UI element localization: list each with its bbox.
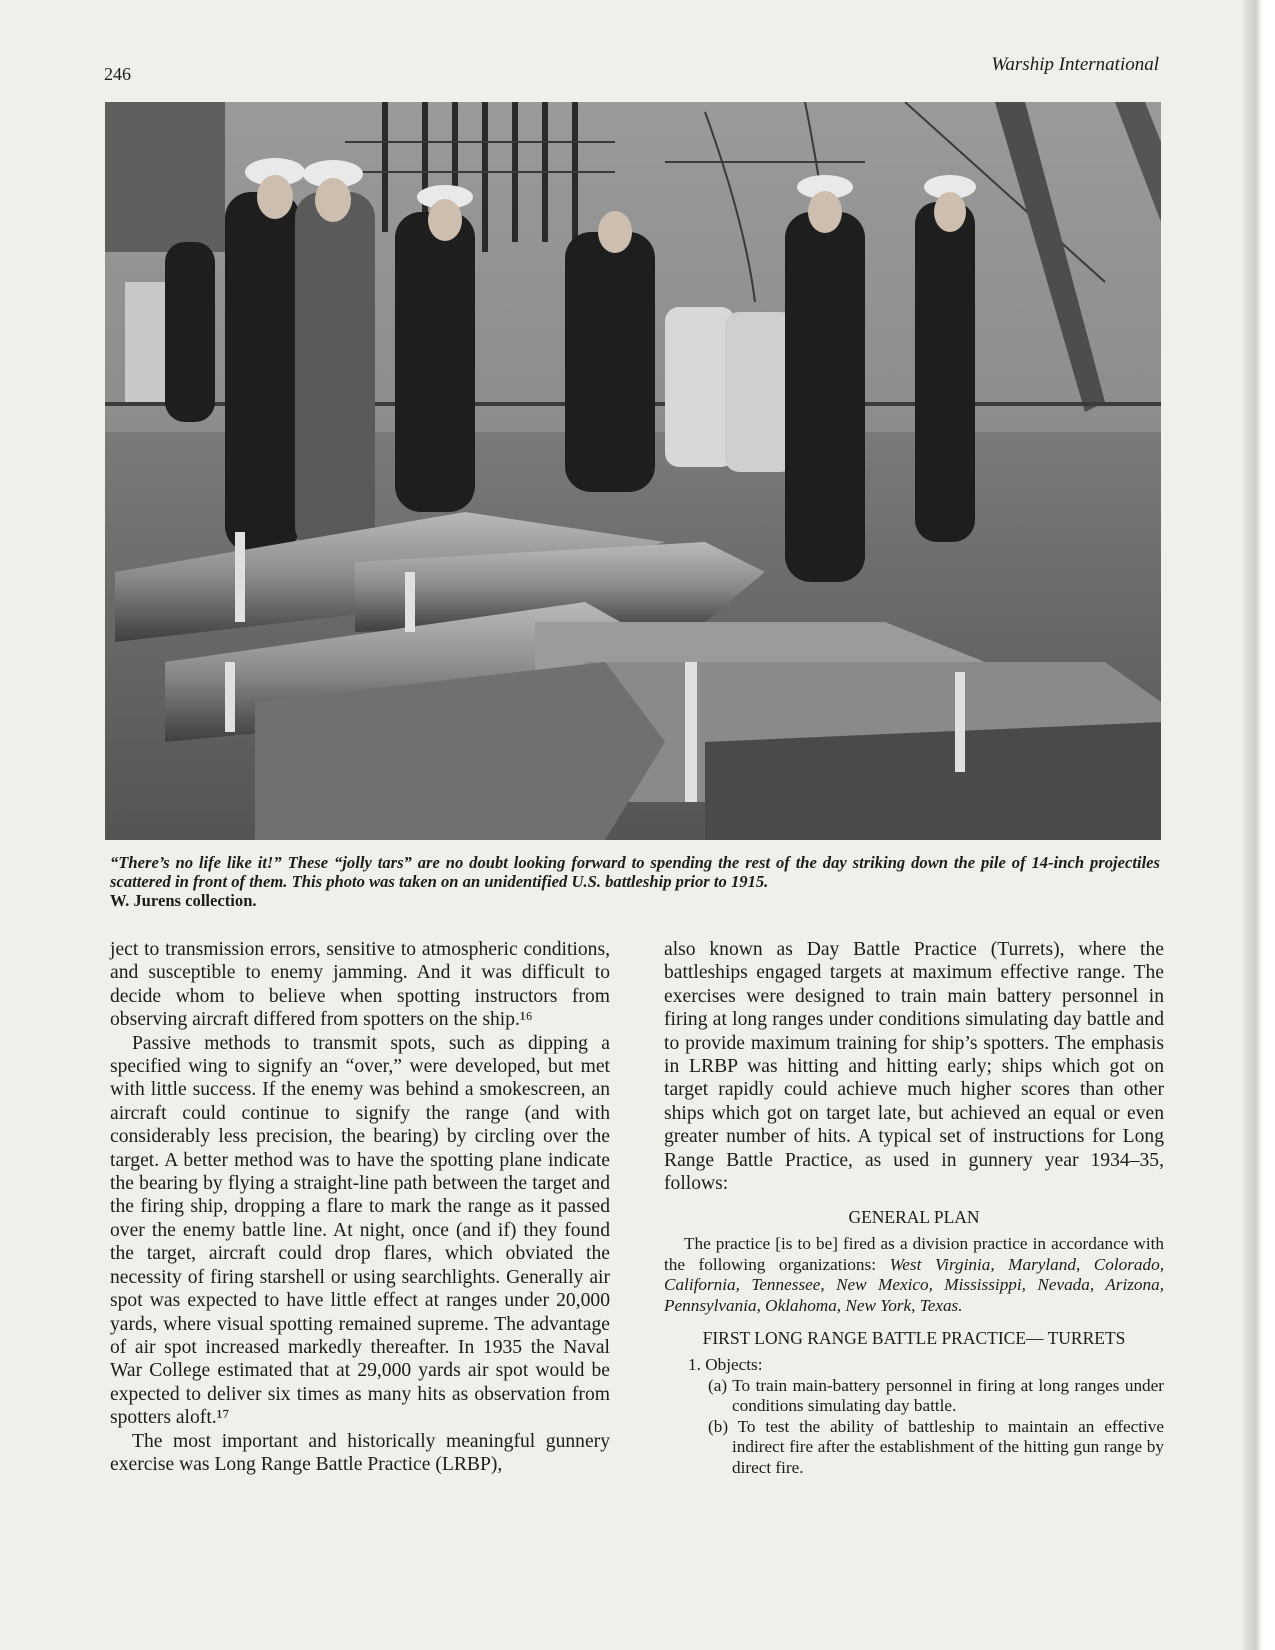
left-paragraph-2: Passive methods to transmit spots, such as dipping a specified wing to signify an “over,” were developed, but met with little success. If the enemy was behind a smokescreen, an aircraft could continue to signify the range (and with considerably less precision, the bearing) by circling over the target. A better method was to have the spotting plane indicate the bearing by flying a straight-line path between the target and the firing ship, dropping a flare to mark the range as it passed over the enemy battle line. At night, once (and if) they found the target, aircraft could drop flares, which obviated the necessity of firing starshell or using searchlights. Generally air spot was expected to have little effect at ranges under 20,000 yards, where visual spotting remained supreme. The advantage of air spot increased markedly thereafter. In 1935 the Naval War College estimated that at 29,000 yards air spot would be expected to deliver six times as many hits as observation from spotters aloft.¹⁷ — [110, 1032, 610, 1429]
caption-credit: W. Jurens collection. — [110, 891, 257, 910]
right-paragraph-1: also known as Day Battle Practice (Turrets), where the battleships engaged targets at maximum effective range. The exercises were designed to train main battery personnel in firing at long ranges under conditions simulating day battle and to provide maximum training for ship’s spotters. The emphasis in LRBP was hitting and hitting early; ships which got on target rapidly could achieve much higher scores than other ships which got on target late, but achieved an equal or even greater number of hits. A typical set of instructions for Long Range Battle Practice, as used in gunnery year 1934–35, follows: — [664, 939, 1164, 1195]
page-header — [104, 54, 1159, 84]
first-practice-heading: FIRST LONG RANGE BATTLE PRACTICE— TURRETS — [702, 1328, 1126, 1349]
photo-caption — [110, 853, 1160, 910]
journal-title: Warship International — [991, 54, 1159, 75]
objects-list — [688, 1355, 1164, 1478]
left-paragraph-1: ject to transmission errors, sensitive to atmospheric conditions, and susceptible to enemy jamming. And it was difficult to decide whom to believe when spotting instructors from observing aircraft differed from spotters on the ship.¹⁶ — [110, 939, 610, 1031]
object-item-a: (a) To train main-battery personnel in firing at long ranges under conditions simulating day battle. — [708, 1375, 1164, 1416]
general-plan-text — [664, 1234, 1164, 1316]
general-plan-heading: GENERAL PLAN — [848, 1207, 980, 1228]
left-column — [110, 938, 610, 1476]
historical-photo — [105, 102, 1161, 840]
page-edge — [1243, 0, 1275, 1650]
object-item-b: (b) To test the ability of battleship to maintain an effective indirect fire after the establishment of the hitting gun range by direct fire. — [708, 1416, 1164, 1477]
drums — [665, 307, 795, 472]
page-number: 246 — [104, 64, 131, 84]
right-column — [664, 938, 1164, 1478]
photo-illustration — [105, 102, 1161, 840]
plan-ships: West Virginia, Maryland, Colorado, California, Tennessee, New Mexico, Mississippi, Nevada, Arizona, Pennsylvania, Oklahoma, New York, Texas. — [664, 1254, 1164, 1315]
plan-intro: The practice [is to be] fired as a division practice in accordance with the following organizations: — [664, 1234, 1164, 1274]
caption-text: “There’s no life like it!” These “jolly tars” are no doubt looking forward to spending the rest of the day striking down the pile of 14-inch projectiles scattered in front of them. This photo was taken on an unidentified U.S. battleship prior to 1915. — [110, 853, 1160, 891]
objects-title: 1. Objects: — [688, 1355, 763, 1375]
left-paragraph-3: The most important and historically meaningful gunnery exercise was Long Range Battle Practice (LRBP), — [110, 1430, 610, 1475]
